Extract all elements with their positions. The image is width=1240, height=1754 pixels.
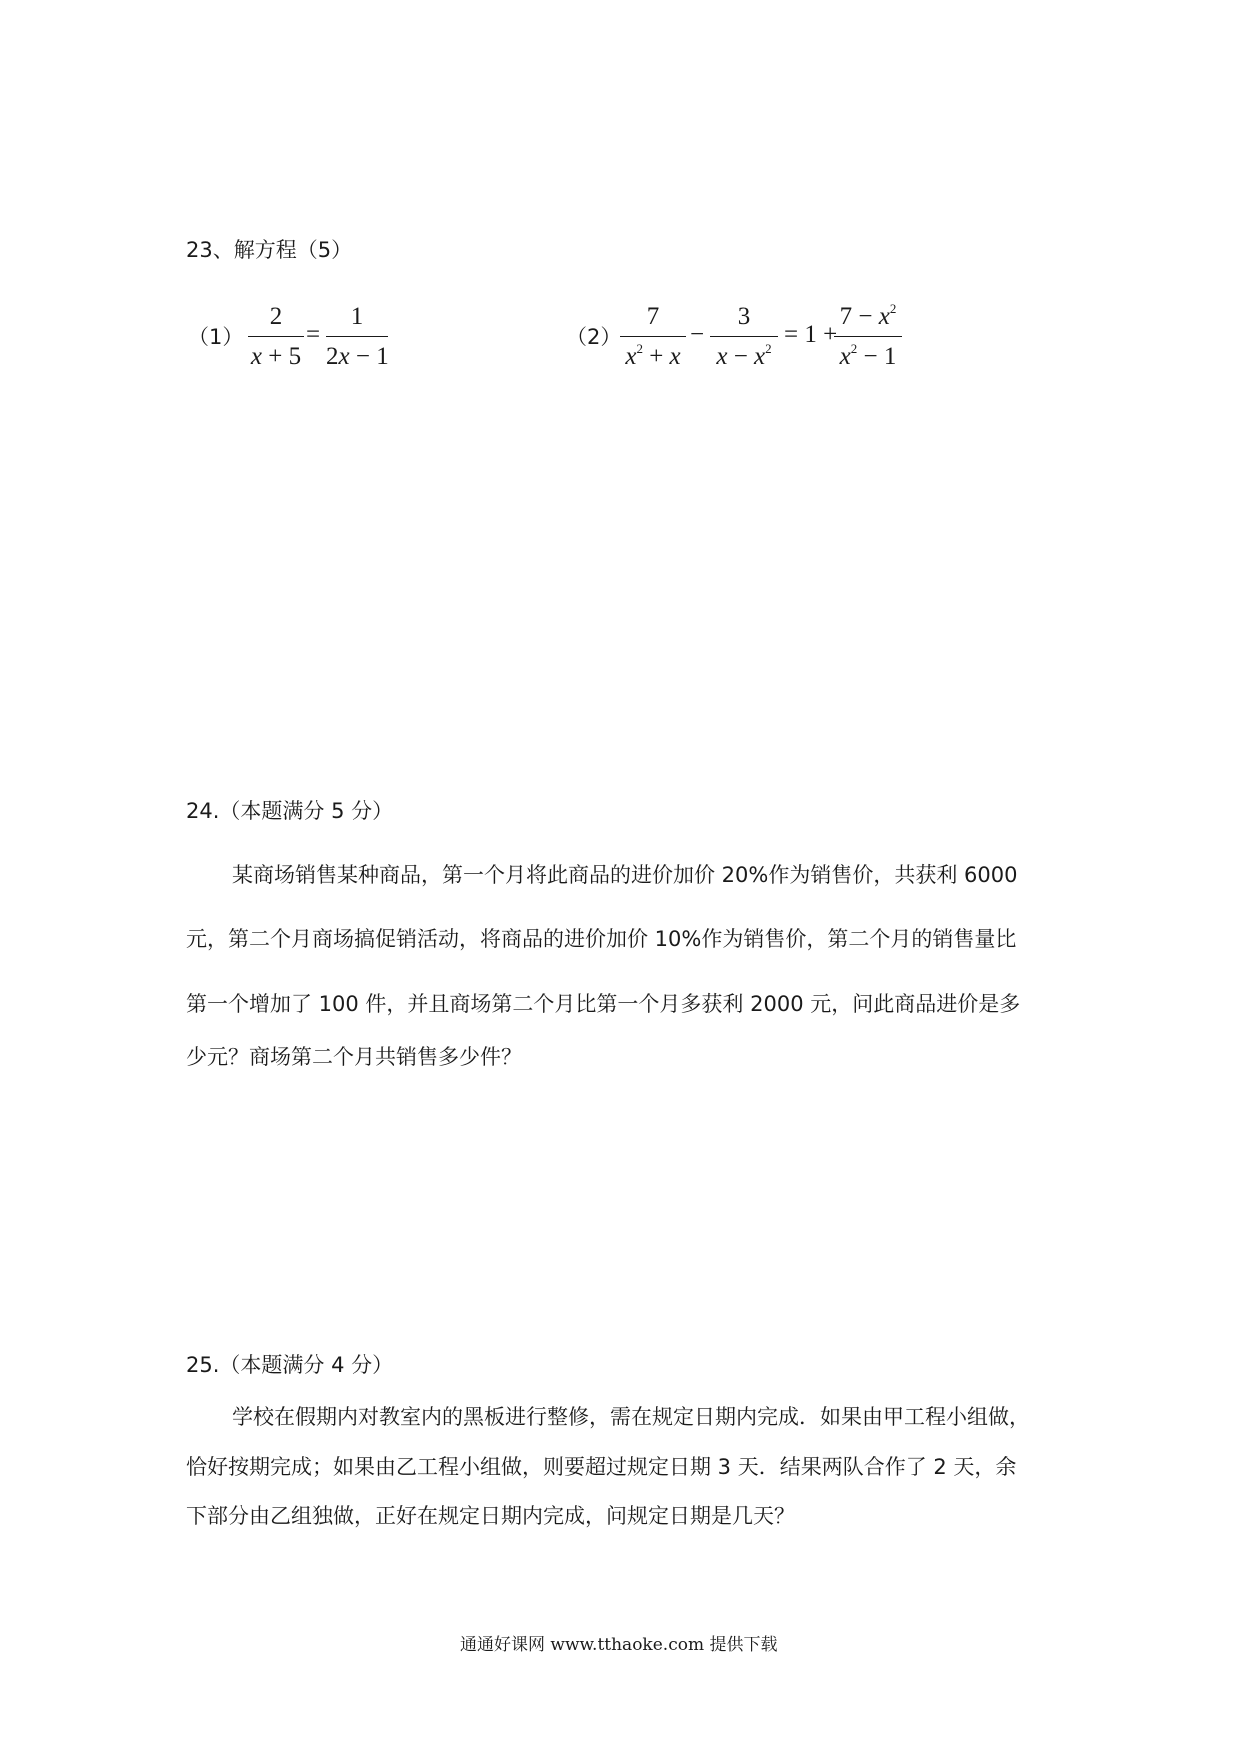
q23-part2-equals-one-plus: = 1 + (784, 321, 838, 348)
fraction-bar (326, 336, 388, 337)
q23-part1-label: （1） (188, 325, 244, 349)
q25-paragraph-line: 下部分由乙组独做，正好在规定日期内完成，问规定日期是几天？ (186, 1504, 795, 1528)
fraction-numerator: 2 (269, 303, 283, 330)
q23-part2-fraction-3 (834, 300, 902, 374)
q23-part2-fraction-1 (620, 300, 686, 374)
q23-part2-fraction-2 (710, 300, 778, 374)
q23-part2-minus: − (690, 321, 705, 348)
fraction-numerator: 3 (737, 303, 751, 330)
q25-paragraph-line: 学校在假期内对教室内的黑板进行整修，需在规定日期内完成．如果由甲工程小组做， (232, 1405, 1030, 1429)
fraction-denominator: 2x − 1 (326, 343, 389, 370)
q23-heading: 23、解方程（5） (186, 238, 353, 262)
q23-part2-label: （2） (566, 325, 622, 349)
fraction-numerator: 1 (350, 303, 364, 330)
fraction-denominator: $x^2 + x$ (625, 341, 681, 370)
fraction-bar (248, 336, 304, 337)
q23-part1-lhs-fraction (248, 300, 304, 374)
q24-paragraph-line: 某商场销售某种商品，第一个月将此商品的进价加价 20%作为销售价，共获利 6000 (232, 863, 1018, 887)
fraction-bar (620, 336, 686, 337)
page-footer: 通通好课网 www.tthaoke.com 提供下载 (460, 1635, 778, 1655)
q25-paragraph-line: 恰好按期完成；如果由乙工程小组做，则要超过规定日期 3 天．结果两队合作了 2 天，余 (186, 1455, 1017, 1479)
q23-part1-rhs-fraction (326, 300, 388, 374)
fraction-bar (710, 336, 778, 337)
q24-paragraph-line: 第一个增加了 100 件，并且商场第二个月比第一个月多获利 2000 元，问此商品进价是多 (186, 992, 1021, 1016)
q24-paragraph-line: 元，第二个月商场搞促销活动，将商品的进价加价 10%作为销售价，第二个月的销售量比 (186, 927, 1017, 951)
fraction-denominator: $x^2 - 1$ (839, 341, 897, 370)
q24-heading: 24.（本题满分 5 分） (186, 799, 394, 823)
fraction-bar (834, 336, 902, 337)
q24-paragraph-line: 少元？商场第二个月共销售多少件？ (186, 1045, 522, 1069)
fraction-denominator: x + 5 (250, 343, 302, 370)
fraction-denominator: $x - x^2$ (716, 341, 772, 370)
fraction-numerator: 7 (646, 303, 660, 330)
q23-part1-equals: = (306, 321, 321, 348)
q25-heading: 25.（本题满分 4 分） (186, 1353, 394, 1377)
fraction-numerator: $7 - x^2$ (839, 301, 897, 330)
